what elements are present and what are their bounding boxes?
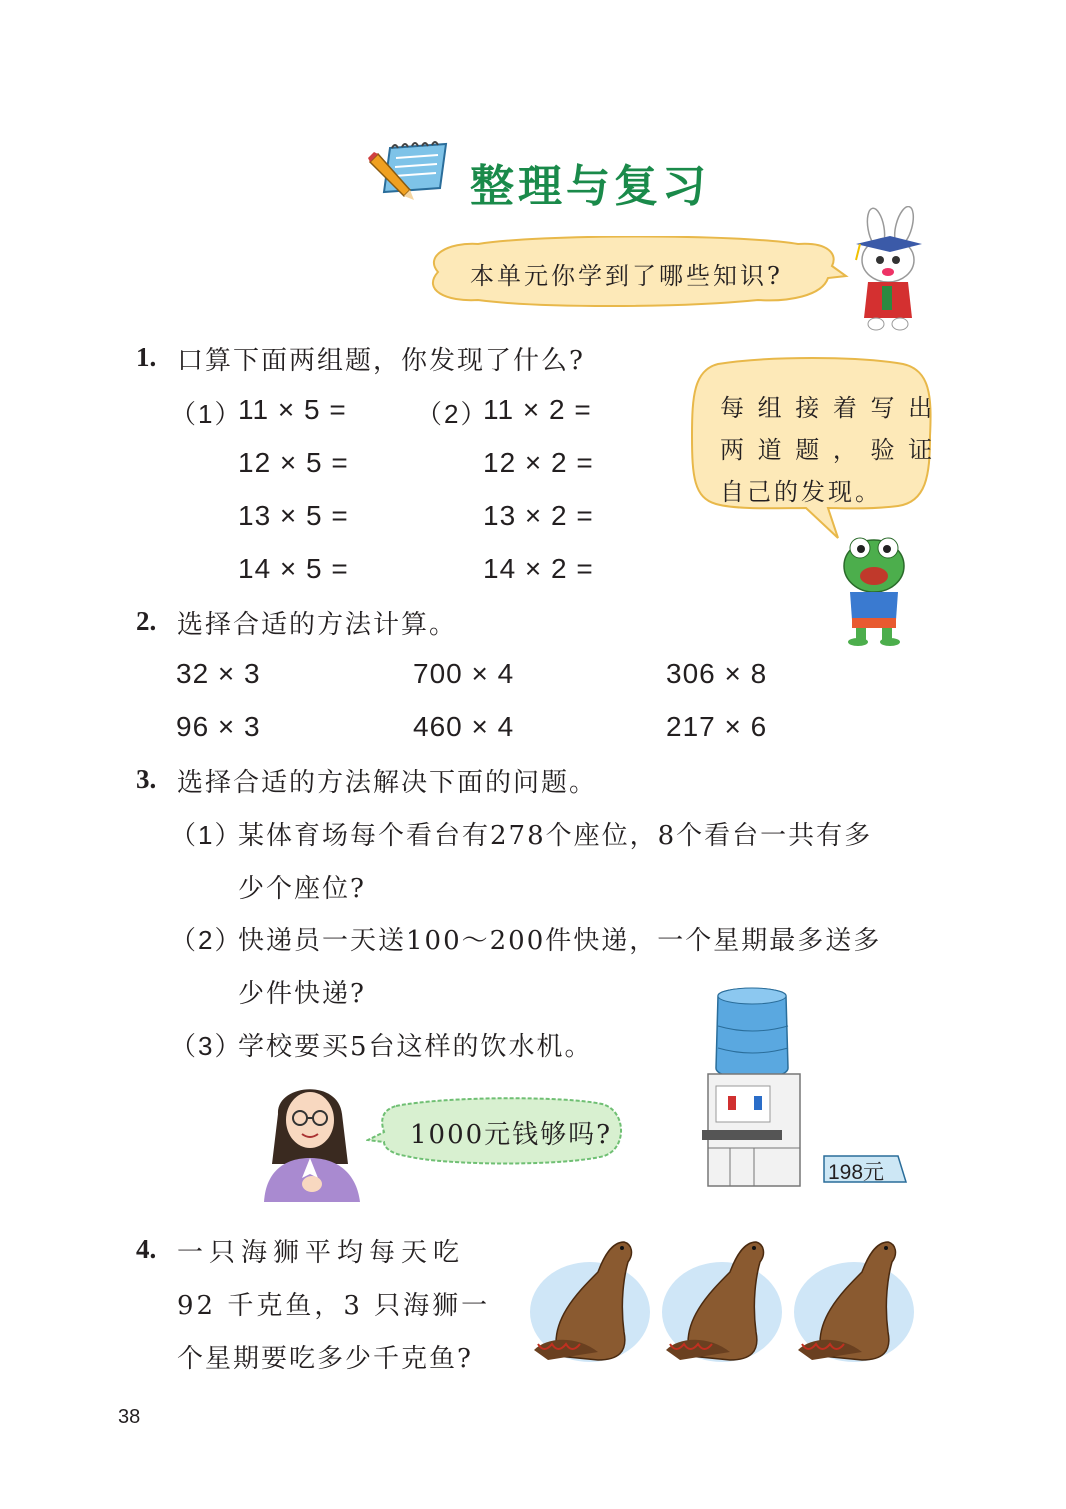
q4-number: 4. xyxy=(136,1234,157,1264)
page-number: 38 xyxy=(118,1406,141,1428)
price-tag: 198元 xyxy=(828,1161,885,1184)
q1-g1-item: 13 × 5 = xyxy=(238,500,349,531)
q3-p3-line: 学校要买5台这样的饮水机。 xyxy=(238,1032,593,1062)
frog-bubble-line: 每 组 接 着 写 出 xyxy=(720,394,936,422)
q1-g2-item: 13 × 2 = xyxy=(483,500,594,531)
rabbit-bubble-text: 本单元你学到了哪些知识? xyxy=(470,262,783,290)
q1-g1-item: 12 × 5 = xyxy=(238,447,349,478)
q4-line: 92 千克鱼，3 只海狮一 xyxy=(177,1291,491,1321)
sea-lion-icon xyxy=(792,1232,918,1364)
q1-g1-item: 14 × 5 = xyxy=(238,553,349,584)
q3-p1-line: 某体育场每个看台有278个座位，8个看台一共有多 xyxy=(238,821,873,851)
q2-item: 306 × 8 xyxy=(666,658,768,689)
q1-g2-item: 14 × 2 = xyxy=(483,553,594,584)
q1-g1-item: 11 × 5 = xyxy=(238,394,347,425)
q2-item: 217 × 6 xyxy=(666,711,768,742)
q3-p2-label: （2） xyxy=(170,925,243,955)
q3-p1-line: 少个座位? xyxy=(238,874,366,904)
frog-bubble-line: 两 道 题 ， 验 证 xyxy=(720,436,936,464)
q3-p2-line: 快递员一天送100～200件快递，一个星期最多送多 xyxy=(238,926,882,956)
water-dispenser-icon xyxy=(696,986,806,1190)
q2-text: 选择合适的方法计算。 xyxy=(177,610,458,640)
frog-bubble-line: 自己的发现。 xyxy=(720,478,882,506)
q1-group1-label: （1） xyxy=(170,399,243,429)
q1-g2-item: 12 × 2 = xyxy=(483,447,594,478)
q1-g2-item: 11 × 2 = xyxy=(483,394,592,425)
teacher-icon xyxy=(258,1074,366,1202)
page-title: 整理与复习 xyxy=(470,161,710,212)
q3-p3-label: （3） xyxy=(170,1031,243,1061)
q3-text: 选择合适的方法解决下面的问题。 xyxy=(177,768,598,798)
pencil-notepad-icon xyxy=(368,140,450,202)
q2-item: 460 × 4 xyxy=(413,711,515,742)
q2-item: 96 × 3 xyxy=(176,711,261,742)
rabbit-graduate-icon xyxy=(846,206,936,334)
q1-number: 1. xyxy=(136,342,157,372)
frog-character-icon xyxy=(836,536,912,646)
q1-text: 口算下面两组题，你发现了什么? xyxy=(177,346,585,376)
sea-lion-icon xyxy=(528,1232,654,1364)
q3-p2-line: 少件快递? xyxy=(238,979,366,1009)
q4-line: 个星期要吃多少千克鱼? xyxy=(177,1344,473,1374)
teacher-bubble-text: 1000元钱够吗? xyxy=(410,1120,613,1150)
q2-number: 2. xyxy=(136,606,157,636)
q3-number: 3. xyxy=(136,764,157,794)
q1-group2-label: （2） xyxy=(416,399,489,429)
sea-lion-icon xyxy=(660,1232,786,1364)
q2-item: 700 × 4 xyxy=(413,658,515,689)
q3-p1-label: （1） xyxy=(170,820,243,850)
q2-item: 32 × 3 xyxy=(176,658,261,689)
q4-line: 一只海狮平均每天吃 xyxy=(177,1238,466,1268)
